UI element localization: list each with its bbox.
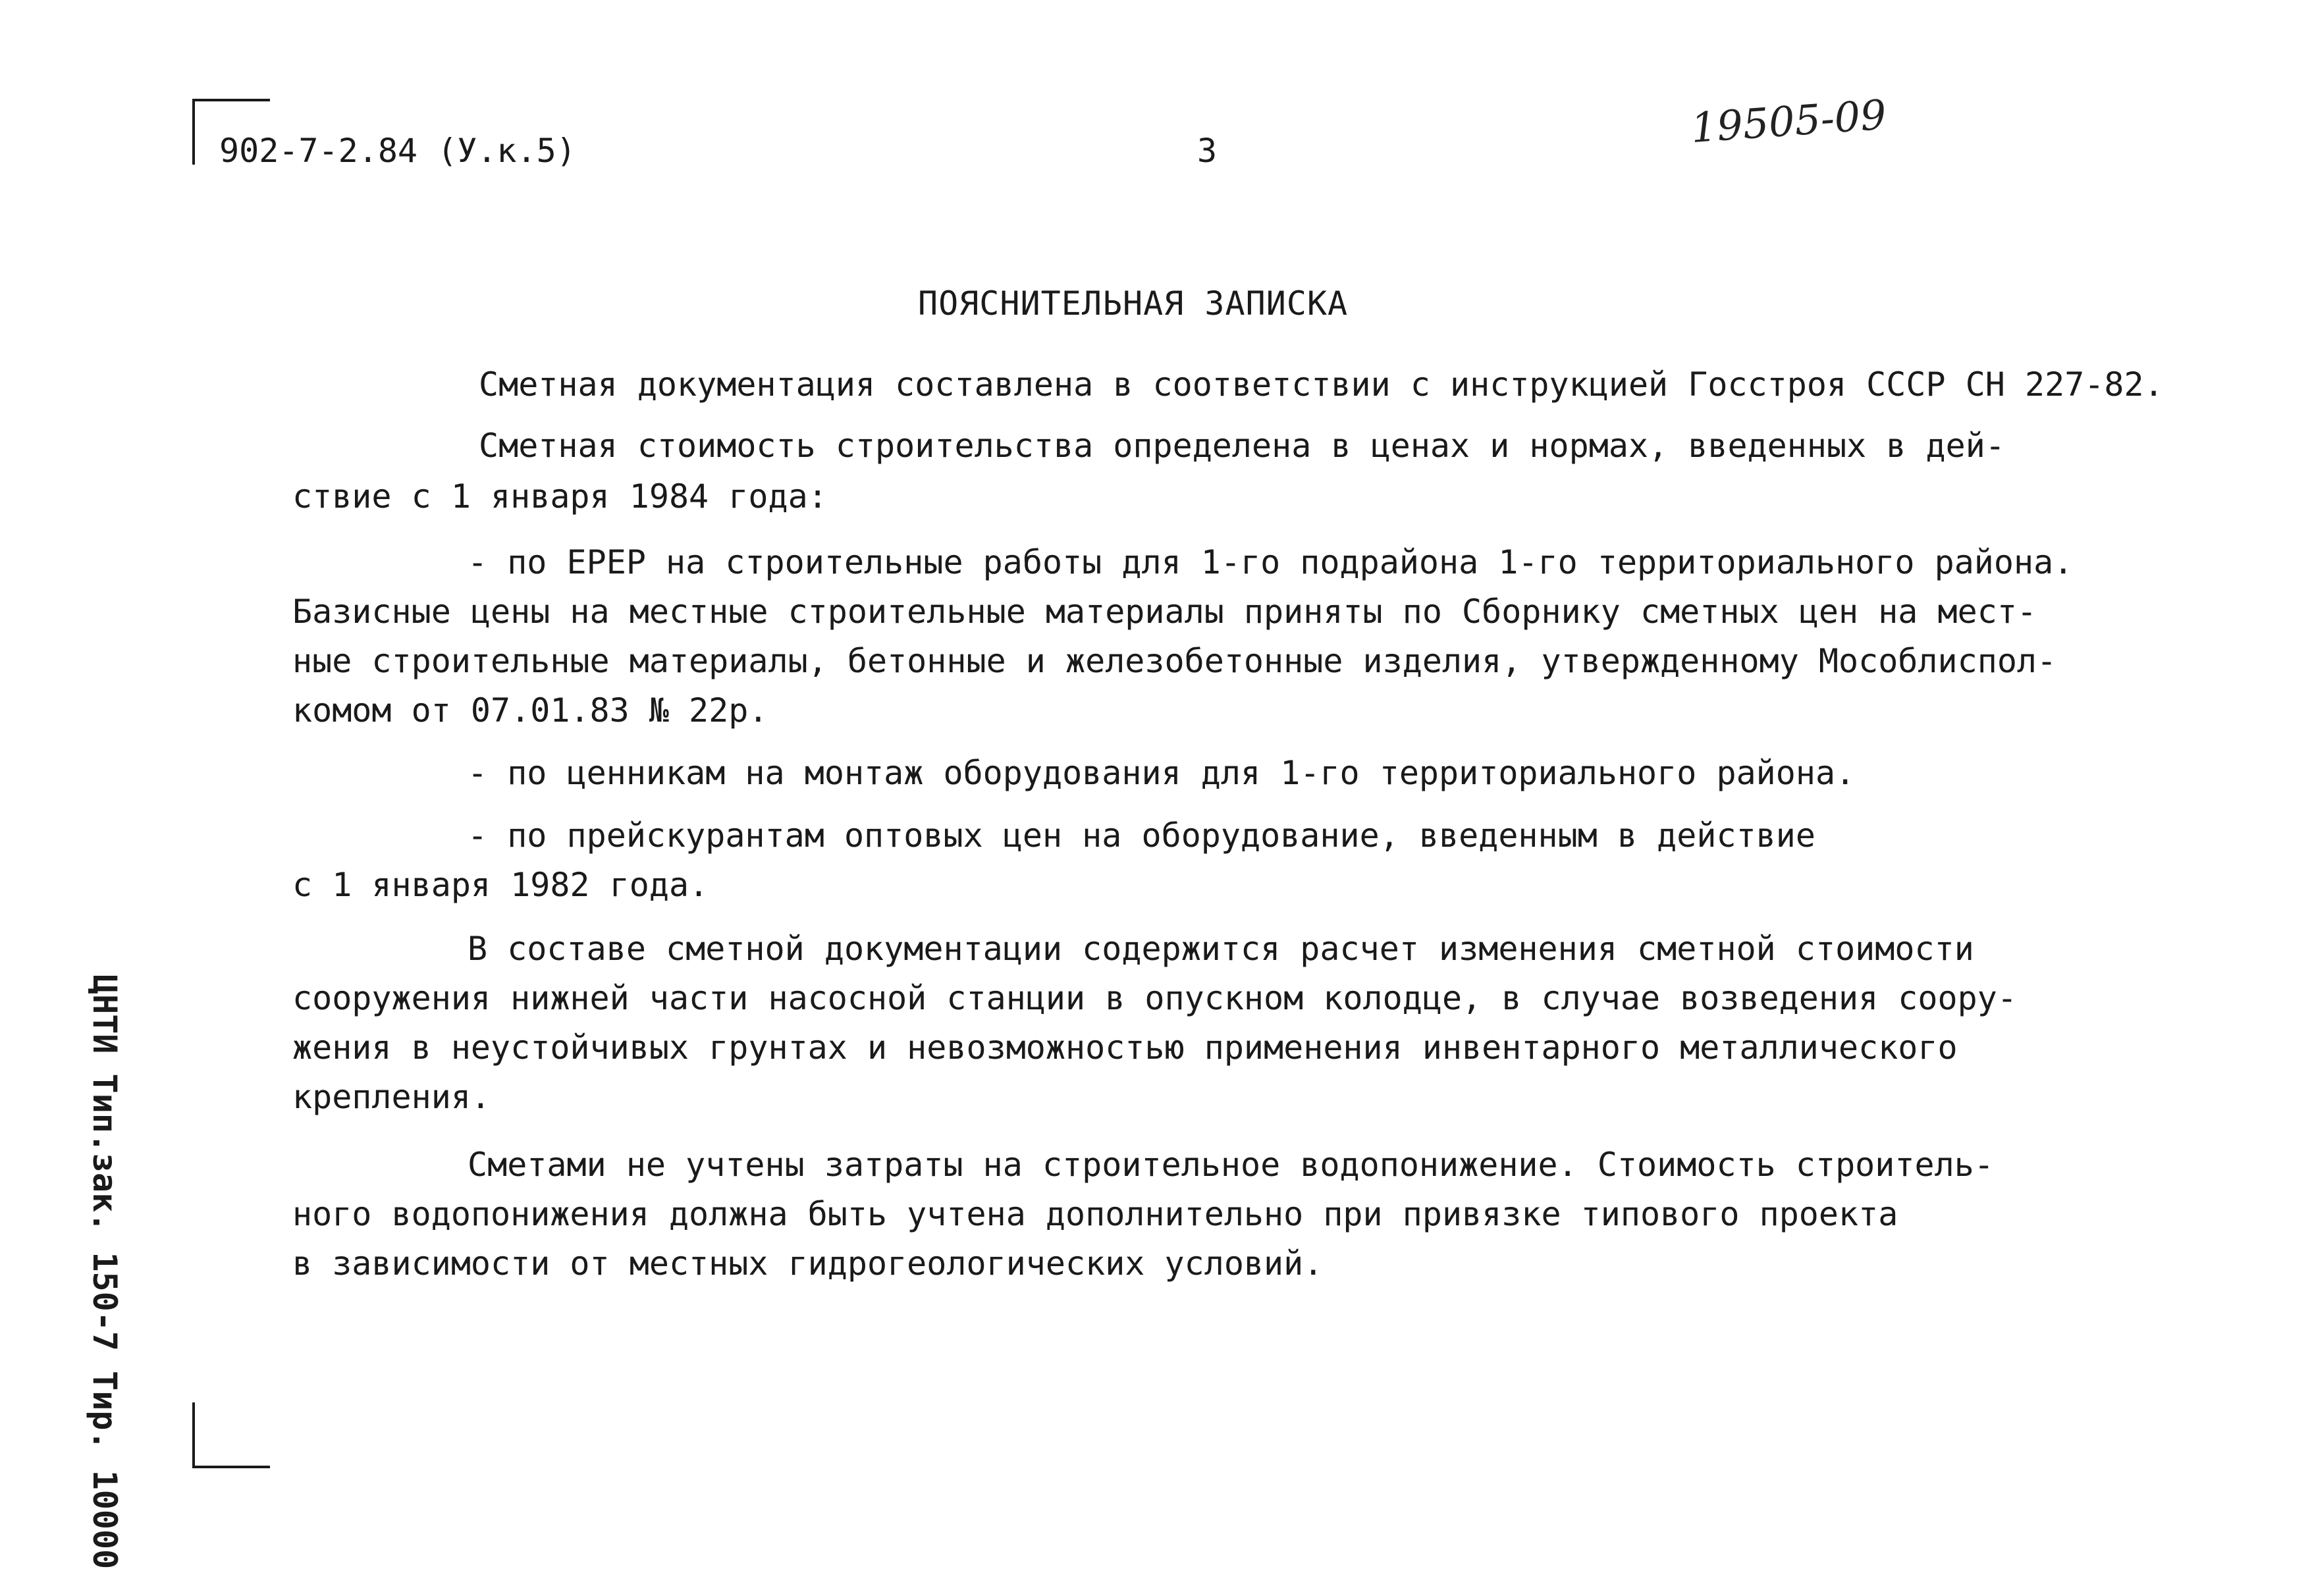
text-line: - по ценникам на монтаж оборудования для 1-го территориального района. [468, 754, 1856, 792]
page-number: 3 [1197, 132, 1218, 170]
text-line: крепления. [292, 1078, 491, 1116]
text-line: Сметная стоимость строительства определена в ценах и нормах, введенных в дей- [479, 427, 2005, 465]
corner-mark-bottom-horizontal [192, 1466, 270, 1468]
text-line: В составе сметной документации содержится расчет изменения сметной стоимости [468, 930, 1974, 968]
text-line: комом от 07.01.83 № 22р. [292, 691, 768, 730]
text-line: сооружения нижней части насосной станции в опускном колодце, в случае возведения соору- [292, 979, 2017, 1017]
text-line: Базисные цены на местные строительные материалы приняты по Сборнику сметных цен на мест- [292, 593, 2037, 631]
text-line: ствие с 1 января 1984 года: [292, 477, 828, 516]
text-line: в зависимости от местных гидрогеологических условий. [292, 1244, 1324, 1283]
text-line: - по прейскурантам оптовых цен на оборудование, введенным в действие [468, 816, 1815, 855]
text-line: ные строительные материалы, бетонные и железобетонные изделия, утвержденному Мособлиспол- [292, 642, 2057, 680]
corner-mark-top-vertical [192, 99, 195, 165]
text-line: с 1 января 1982 года. [292, 866, 709, 904]
document-code: 902-7-2.84 (У.к.5) [219, 132, 576, 170]
page-title: ПОЯСНИТЕЛЬНАЯ ЗАПИСКА [918, 284, 1349, 323]
text-line: - по ЕРЕР на строительные работы для 1-го подрайона 1-го территориального района. [468, 543, 2074, 581]
corner-mark-top-horizontal [192, 99, 270, 101]
printing-stamp: ЦНТИ Тип.зак. 150-7 Тир. 10000 [86, 974, 124, 1570]
text-line: Сметами не учтены затраты на строительное водопонижение. Стоимость строитель- [468, 1146, 1994, 1184]
text-line: Сметная документация составлена в соответствии с инструкцией Госстроя СССР СН 227-82. [479, 365, 2164, 404]
text-line: жения в неустойчивых грунтах и невозможностью применения инвентарного металлического [292, 1028, 1958, 1067]
text-line: ного водопонижения должна быть учтена дополнительно при привязке типового проекта [292, 1195, 1898, 1233]
corner-mark-bottom-vertical [192, 1402, 195, 1468]
inventory-number: 19505-09 [1689, 90, 1888, 152]
